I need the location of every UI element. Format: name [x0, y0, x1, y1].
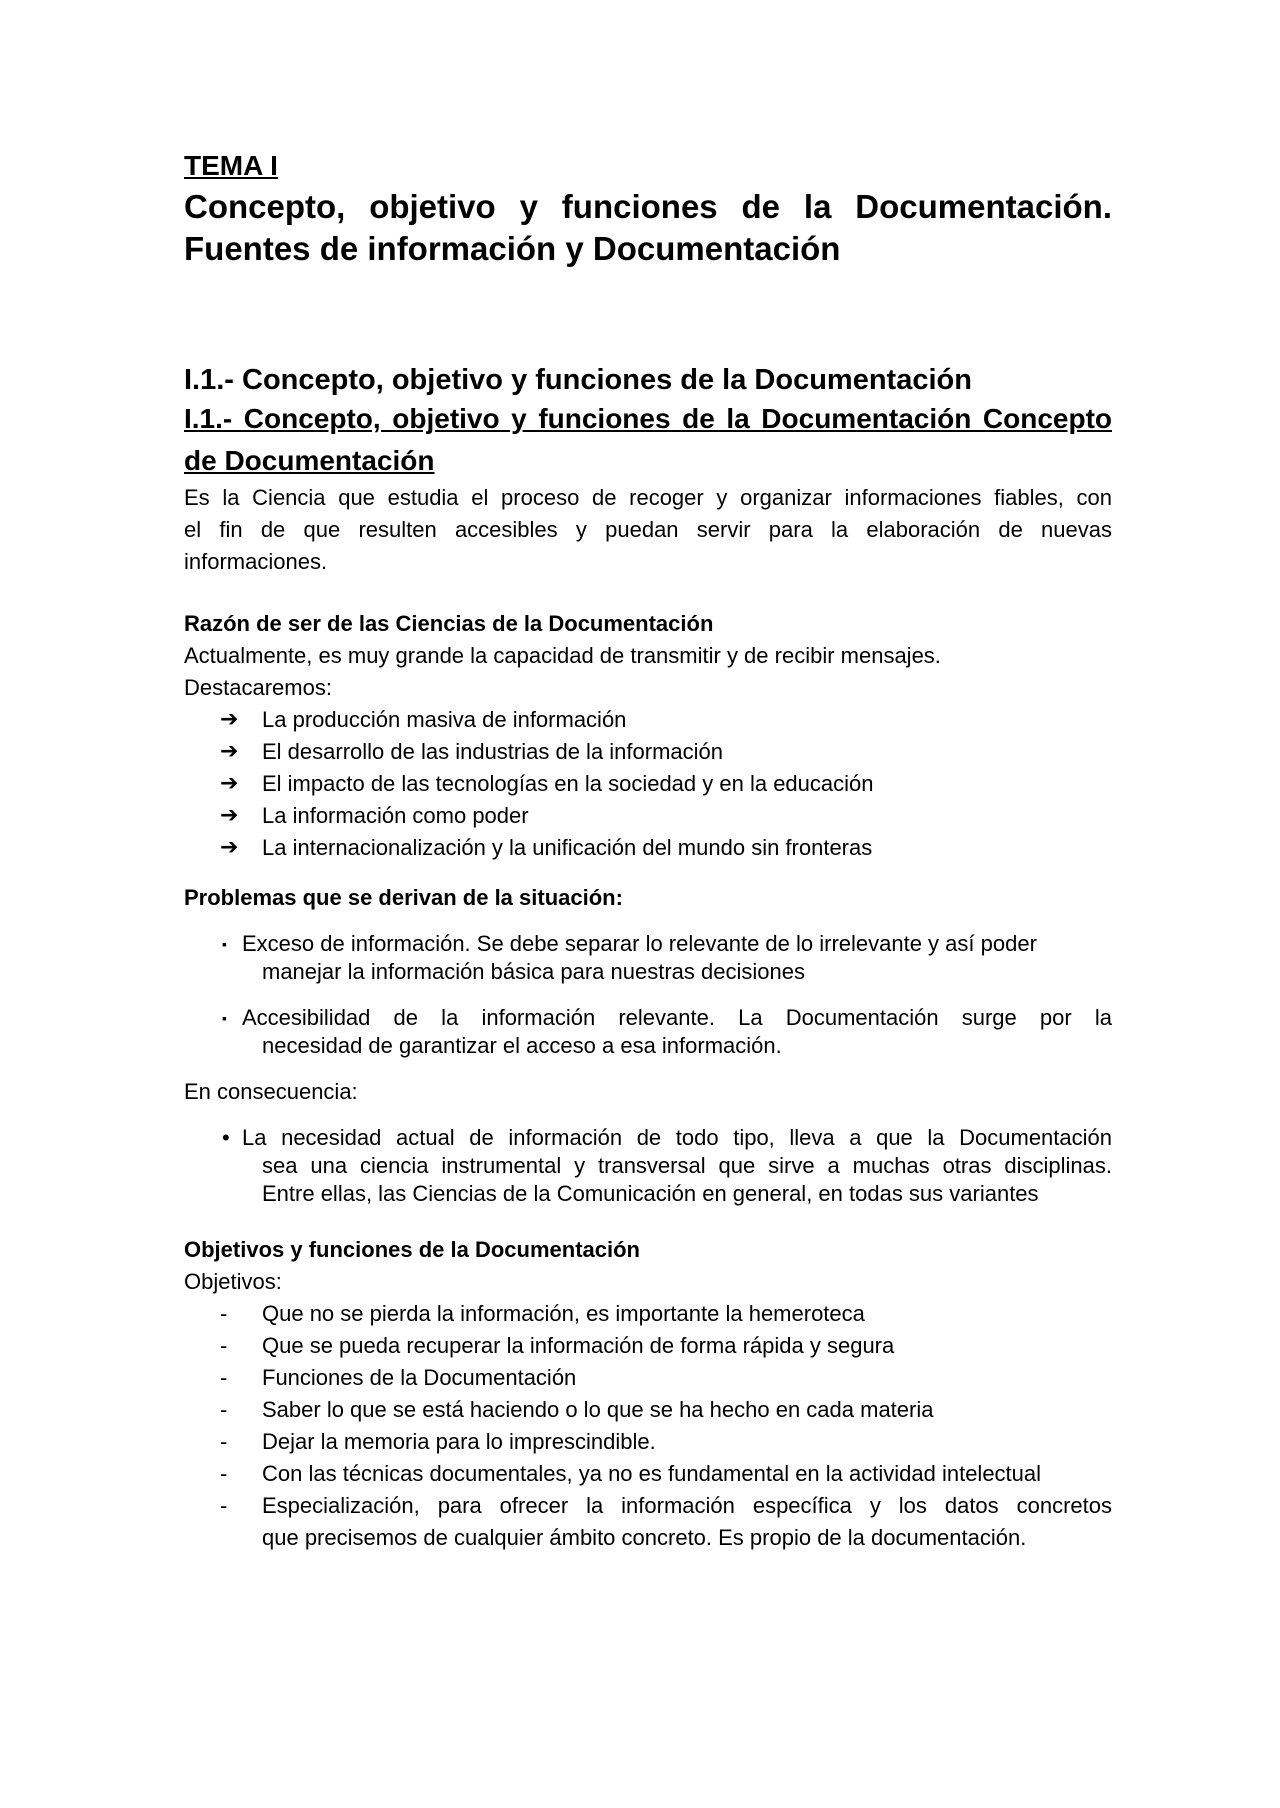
bullet-icon: • [222, 1125, 230, 1150]
problema-item-2-line-2: necesidad de garantizar el acceso a esa información. [262, 1033, 782, 1058]
objetivos-label: Objetivos: [184, 1269, 282, 1294]
problema-item-1 [184, 930, 1112, 986]
consecuencia-line-1 [222, 1124, 1112, 1152]
list-item [184, 704, 1112, 736]
list-item-text-line-1: Especialización, para ofrecer la información específica y los datos concretos [262, 1493, 1112, 1518]
intro-paragraph [184, 482, 1112, 578]
arrow-icon: ➔ [220, 739, 239, 764]
problemas-heading: Problemas que se derivan de la situación: [184, 885, 623, 910]
intro-line-2: el fin de que resulten accesibles y puedan servir para la elaboración de nuevas [184, 517, 1112, 542]
list-item-text: Con las técnicas documentales, ya no es fundamental en la actividad intelectual [262, 1461, 1042, 1486]
list-item [184, 1458, 1112, 1490]
objetivos-heading: Objetivos y funciones de la Documentación [184, 1237, 640, 1262]
list-item [184, 768, 1112, 800]
problema-item-1-line-1 [222, 930, 1112, 958]
razon-line-1: Actualmente, es muy grande la capacidad de transmitir y de recibir mensajes. [184, 643, 941, 668]
consecuencia-line-3: Entre ellas, las Ciencias de la Comunicación en general, en todas sus variantes [262, 1181, 1039, 1206]
square-bullet-icon: ▪ [222, 936, 227, 952]
list-item-text: El impacto de las tecnologías en la sociedad y en la educación [262, 771, 874, 796]
problema-item-2-line-1 [222, 1004, 1112, 1032]
list-item-text: La información como poder [262, 803, 529, 828]
problema-item-1-text-1: Exceso de información. Se debe separar lo relevante de lo irrelevante y así poder [242, 931, 1037, 956]
dash-bullet-icon: - [220, 1429, 228, 1454]
list-item [184, 800, 1112, 832]
list-item [184, 1330, 1112, 1362]
intro-line-1: Es la Ciencia que estudia el proceso de recoger y organizar informaciones fiables, con [184, 485, 1112, 510]
section-subtitle [184, 398, 1112, 482]
objetivos-list [184, 1298, 1112, 1554]
consecuencia-text-1: La necesidad actual de información de todo tipo, lleva a que la Documentación [242, 1125, 1112, 1150]
problema-item-2-text-1: Accesibilidad de la información relevante. La Documentación surge por la [242, 1005, 1112, 1030]
document-page [184, 148, 1112, 1554]
list-item [184, 1490, 1112, 1554]
dash-bullet-icon: - [220, 1493, 228, 1518]
dash-bullet-icon: - [220, 1333, 228, 1358]
square-bullet-icon: ▪ [222, 1010, 227, 1026]
dash-bullet-icon: - [220, 1397, 228, 1422]
document-title [184, 186, 1112, 270]
tema-heading: TEMA I [184, 150, 278, 181]
dash-bullet-icon: - [220, 1301, 228, 1326]
list-item-text: Dejar la memoria para lo imprescindible. [262, 1429, 656, 1454]
document-title-line-2: Fuentes de información y Documentación [184, 230, 841, 267]
list-item-text: Funciones de la Documentación [262, 1365, 577, 1390]
list-item [184, 1394, 1112, 1426]
list-item-text: Que se pueda recuperar la información de forma rápida y segura [262, 1333, 895, 1358]
razon-line-2: Destacaremos: [184, 675, 332, 700]
consecuencia-item [184, 1124, 1112, 1208]
dash-bullet-icon: - [220, 1365, 228, 1390]
list-item-text: La producción masiva de información [262, 707, 627, 732]
list-item [184, 1362, 1112, 1394]
section-subtitle-line-2: de Documentación [184, 445, 435, 476]
intro-line-3: informaciones. [184, 549, 328, 574]
list-item-text: Que no se pierda la información, es importante la hemeroteca [262, 1301, 865, 1326]
list-item-text-line-2: que precisemos de cualquier ámbito concreto. Es propio de la documentación. [262, 1525, 1027, 1550]
arrow-icon: ➔ [220, 803, 239, 828]
section-subtitle-line-1: I.1.- Concepto, objetivo y funciones de la Documentación Concepto [184, 403, 1112, 434]
list-item [184, 736, 1112, 768]
arrow-icon: ➔ [220, 771, 239, 796]
consecuencia-line-2: sea una ciencia instrumental y transversal que sirve a muchas otras disciplinas. [262, 1153, 1112, 1178]
dash-bullet-icon: - [220, 1461, 228, 1486]
arrow-icon: ➔ [220, 707, 239, 732]
list-item-text: Saber lo que se está haciendo o lo que se ha hecho en cada materia [262, 1397, 934, 1422]
list-item [184, 1298, 1112, 1330]
list-item [184, 1426, 1112, 1458]
list-item-text: El desarrollo de las industrias de la información [262, 739, 724, 764]
section-title: I.1.- Concepto, objetivo y funciones de la Documentación [184, 364, 972, 396]
consecuencia-label: En consecuencia: [184, 1079, 358, 1104]
problema-item-1-line-2: manejar la información básica para nuestras decisiones [262, 959, 805, 984]
arrow-icon: ➔ [220, 835, 239, 860]
razon-heading: Razón de ser de las Ciencias de la Documentación [184, 611, 714, 636]
document-title-line-1: Concepto, objetivo y funciones de la Documentación. [184, 188, 1112, 225]
problema-item-2 [184, 1004, 1112, 1060]
razon-list [184, 704, 1112, 864]
list-item [184, 832, 1112, 864]
list-item-text: La internacionalización y la unificación del mundo sin fronteras [262, 835, 873, 860]
